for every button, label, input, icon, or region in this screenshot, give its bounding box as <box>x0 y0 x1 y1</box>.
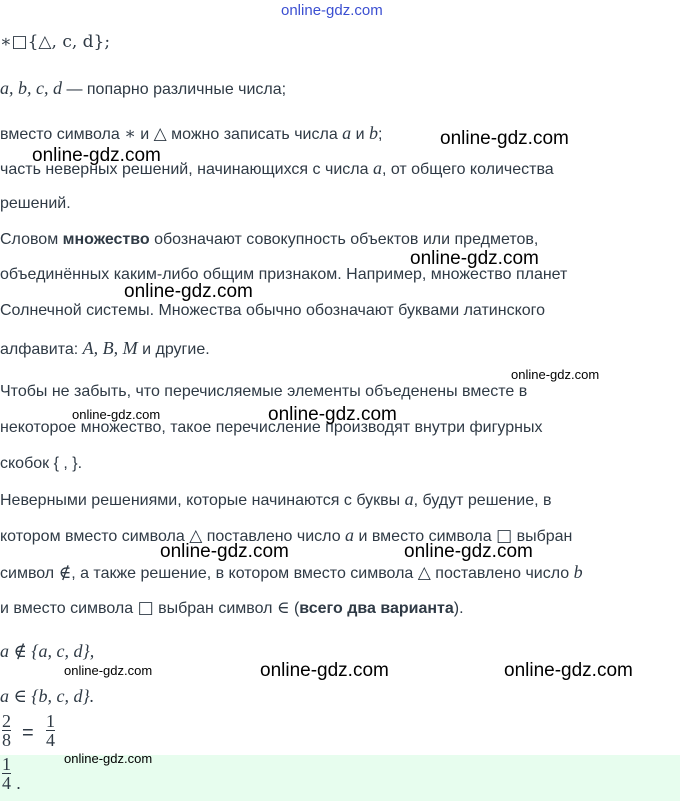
watermark: online-gdz.com <box>260 660 389 681</box>
watermark: online-gdz.com <box>64 663 153 678</box>
formula-in: a ∈ {b, c, d}. <box>0 686 95 706</box>
watermark: online-gdz.com <box>504 660 633 681</box>
answer-period: . <box>16 773 22 793</box>
watermark-top: online-gdz.com <box>281 2 383 19</box>
equals-sign: = <box>22 722 34 744</box>
fraction-right: $\frac{1}{4}$ <box>46 711 55 750</box>
braces-paragraph-line-3: скобок { , }. <box>0 455 83 472</box>
line-part-of-wrong: часть неверных решений, начинающихся с числа a, от общего количества <box>0 158 554 178</box>
braces-paragraph-line-1: Чтобы не забыть, что перечисляемые элементы объеденены вместе в <box>0 383 528 400</box>
line-distinct-numbers: a, b, c, d — попарно различные числа; <box>0 78 287 98</box>
line-solutions: решений. <box>0 195 71 212</box>
watermark: online-gdz.com <box>160 541 289 562</box>
watermark: online-gdz.com <box>64 751 153 766</box>
wrong-paragraph-line-1: Неверными решениями, которые начинаются с буквы a, будут решение, в <box>0 489 552 509</box>
watermark: online-gdz.com <box>268 404 397 425</box>
watermark: online-gdz.com <box>72 407 161 422</box>
wrong-paragraph-line-2: котором вместо символа △ поставлено число a и вместо символа □ выбран <box>0 525 573 546</box>
fraction-equation <box>0 712 80 754</box>
watermark: online-gdz.com <box>124 281 253 302</box>
watermark: online-gdz.com <box>404 541 533 562</box>
watermark: online-gdz.com <box>511 367 600 382</box>
watermark: online-gdz.com <box>32 145 161 166</box>
fraction-left: $\frac{2}{8}$ <box>2 711 11 750</box>
set-paragraph-line-3: Солнечной системы. Множества обычно обозначают буквами латинского <box>0 302 546 319</box>
braces-paragraph-line-2: некоторое множество, такое перечисление производят внутри фигурных <box>0 419 543 436</box>
watermark: online-gdz.com <box>440 128 569 149</box>
formula-not-in: a ∉ {a, c, d}, <box>0 641 95 661</box>
wrong-paragraph-line-4: и вместо символа □ выбран символ ∈ (всего два варианта). <box>0 598 464 618</box>
answer-fraction: $\frac{1}{4}$ . <box>2 754 22 793</box>
set-paragraph-line-1: Словом множество обозначают совокупность объектов или предметов, <box>0 231 539 248</box>
set-paragraph-line-2: объединённых каким-либо общим признаком. Например, множество планет <box>0 266 568 283</box>
expression-header: ∗□{△, c, d}; <box>0 32 111 52</box>
line-symbols: вместо символа ∗ и △ можно записать числа a и b; <box>0 123 383 144</box>
wrong-paragraph-line-3: символ ∉, а также решение, в котором вместо символа △ поставлено число b <box>0 562 583 583</box>
set-paragraph-line-4: алфавита: A, B, M и другие. <box>0 338 210 358</box>
watermark: online-gdz.com <box>410 248 539 269</box>
